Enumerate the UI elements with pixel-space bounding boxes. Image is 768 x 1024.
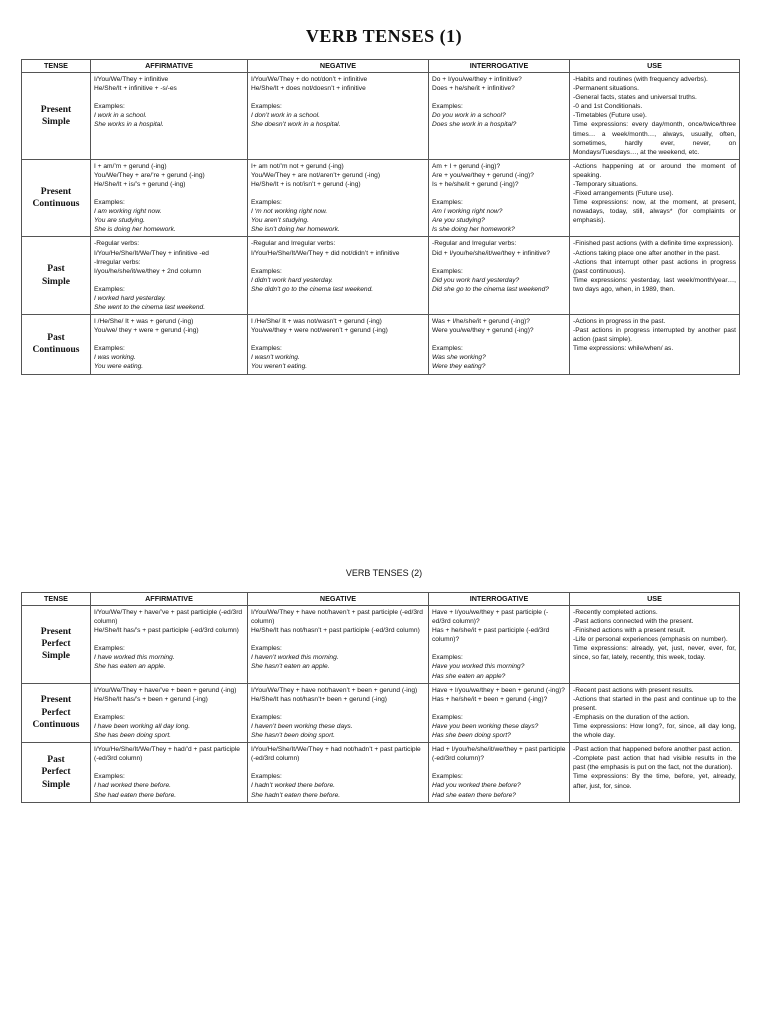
form-line: I haven’t been working these days. <box>251 722 353 730</box>
form-line: Does she work in a hospital? <box>432 121 517 129</box>
form-line: Has she been doing sport? <box>432 731 511 739</box>
line-gap <box>94 763 244 772</box>
tense-name-word: Perfect <box>41 767 71 778</box>
interrogative-cell <box>429 743 570 802</box>
verb-tenses-table-1 <box>21 59 740 375</box>
line-gap <box>94 276 244 285</box>
table-row <box>22 315 740 374</box>
tense-name-cell <box>22 683 91 743</box>
tense-name-cell <box>22 315 91 374</box>
tense-name-word: Past <box>47 332 65 343</box>
form-line: Examples: <box>94 285 125 293</box>
form-line: I /He/She/ It + was not/wasn’t + gerund (-ing) <box>251 318 382 326</box>
form-line: I/You/We/They + infinitive <box>94 75 169 83</box>
form-line: I wasn’t working. <box>251 354 300 362</box>
tense-name-word: Simple <box>42 779 70 790</box>
form-line: Examples: <box>432 345 463 353</box>
form-line: Examples: <box>94 345 125 353</box>
form-line: Examples: <box>432 267 463 275</box>
form-line: Had she eaten there before? <box>432 791 516 799</box>
form-line: Was she working? <box>432 354 486 362</box>
form-line: She hadn’t eaten there before. <box>251 791 341 799</box>
form-line: Were they eating? <box>432 363 486 371</box>
affirmative-cell <box>91 72 248 159</box>
form-line: You/We/They + are not/aren’t+ gerund (-ing) <box>251 171 381 179</box>
form-line: I/You/We/They + have not/haven’t + been + gerund (-ing) <box>251 686 418 694</box>
line-gap <box>94 93 244 102</box>
line-gap <box>432 189 566 198</box>
form-line: Has + he/she/it + past participle (-ed/3rd column)? <box>432 627 550 644</box>
line-gap <box>251 763 425 772</box>
form-line: Examples: <box>432 773 463 781</box>
interrogative-cell <box>429 72 570 159</box>
form-line: He/She/It has not/hasn’t+ been + gerund (-ing) <box>251 695 387 703</box>
table-row <box>22 237 740 315</box>
usage-line: -Habits and routines (with frequency adverbs). <box>573 75 708 83</box>
table-row <box>22 159 740 237</box>
form-line: You were eating. <box>94 363 144 371</box>
form-line: He/She/It has/’s + past participle (-ed/3rd column) <box>94 627 239 635</box>
tense-name-word: Past <box>47 264 65 275</box>
usage-line: -Actions that interrupt other past actions in progress (past continuous). <box>573 258 736 275</box>
form-line: Were you/we/they + gerund (-ing)? <box>432 327 534 335</box>
affirmative-cell <box>91 683 248 743</box>
form-line: -Regular and Irregular verbs: <box>251 240 336 248</box>
form-line: You weren’t eating. <box>251 363 308 371</box>
usage-line: Time expressions: already, yet, just, never, ever, for, since, so far, lately, recently, this week, today. <box>573 645 736 662</box>
header-interrogative: INTERROGATIVE <box>429 60 570 73</box>
form-line: I/You/We/They + do not/don’t + infinitive <box>251 75 368 83</box>
tense-name-cell <box>22 743 91 802</box>
form-line: -Regular verbs: <box>94 240 140 248</box>
form-line: Have you been working these days? <box>432 722 539 730</box>
affirmative-cell <box>91 237 248 315</box>
form-line: Is + he/she/it + gerund (-ing)? <box>432 180 519 188</box>
usage-line: -Past actions in progress interrupted by another past action (past simple). <box>573 327 736 344</box>
form-line: Examples: <box>251 645 282 653</box>
tense-name-word: Past <box>47 754 65 765</box>
usage-line: -Past action that happened before another past action. <box>573 746 733 754</box>
form-line: Was + I/he/she/it + gerund (-ing)? <box>432 318 530 326</box>
form-line: I/You/We/They + have/’ve + been + gerund (-ing) <box>94 686 237 694</box>
tense-name-word: Continuous <box>32 345 80 356</box>
use-cell <box>570 743 740 802</box>
form-line: I /He/She/ It + was + gerund (-ing) <box>94 318 194 326</box>
line-gap <box>251 704 425 713</box>
form-line: She has eaten an apple. <box>94 663 166 671</box>
form-line: I/You/We/They + have/’ve + past participle (-ed/3rd column) <box>94 608 243 626</box>
header-use: USE <box>570 60 740 73</box>
form-line: I/You/He/She/It/We/They + had/’d + past participle (-ed/3rd column) <box>94 746 240 763</box>
form-line: I work in a school. <box>94 112 147 120</box>
tense-name-cell <box>22 159 91 237</box>
form-line: Have + I/you/we/they + past participle (-ed/3rd column)? <box>432 608 549 626</box>
usage-line: -Emphasis on the duration of the action. <box>573 713 690 721</box>
form-line: She hasn’t eaten an apple. <box>251 663 330 671</box>
form-line: Examples: <box>94 199 125 207</box>
form-line: Examples: <box>251 199 282 207</box>
tense-name-word: Perfect <box>41 639 71 650</box>
interrogative-cell <box>429 237 570 315</box>
form-line: Has she eaten an apple? <box>432 672 506 680</box>
form-line: He/She/It + is/’s + gerund (-ing) <box>94 180 186 188</box>
verb-tenses-table-2 <box>21 592 740 803</box>
form-line: You aren’t studying. <box>251 217 309 225</box>
table-row <box>22 72 740 159</box>
form-line: Had you worked there before? <box>432 782 521 790</box>
affirmative-cell <box>91 159 248 237</box>
line-gap <box>251 258 425 267</box>
form-line: I was working. <box>94 354 136 362</box>
line-gap <box>432 704 566 713</box>
usage-line: -Life or personal experiences (emphasis on number). <box>573 636 728 644</box>
form-line: He/She/It + is not/isn’t + gerund (-ing) <box>251 180 361 188</box>
form-line: I/You/He/She/It/We/They + infinitive -ed <box>94 249 209 257</box>
form-line: You/we/ they + were + gerund (-ing) <box>94 327 199 335</box>
tense-name-word: Present <box>40 626 72 637</box>
line-gap <box>94 189 244 198</box>
form-line: He/She/It has not/hasn’t + past participle (-ed/3rd column) <box>251 627 420 635</box>
form-line: He/She/It + does not/doesn’t + infinitive <box>251 85 366 93</box>
form-line: Examples: <box>94 103 125 111</box>
negative-cell <box>248 72 429 159</box>
usage-line: Time expressions: How long?, for, since, all day long, the whole day. <box>573 722 736 740</box>
usage-line: -Actions that started in the past and continue up to the present. <box>573 695 736 712</box>
form-line: I worked hard yesterday. <box>94 294 166 302</box>
form-line: I have worked this morning. <box>94 654 175 662</box>
form-line: I have been working all day long. <box>94 722 191 730</box>
line-gap <box>94 635 244 644</box>
form-line: Examples: <box>251 773 282 781</box>
tense-name-word: Present <box>40 695 72 706</box>
form-line: He/She/It + infinitive + -s/-es <box>94 85 177 93</box>
use-cell <box>570 237 740 315</box>
negative-cell <box>248 605 429 683</box>
form-line: Examples: <box>94 773 125 781</box>
form-line: Examples: <box>432 654 463 662</box>
form-line: Am + I + gerund (-ing)? <box>432 162 501 170</box>
usage-line: -General facts, states and universal truths. <box>573 94 697 102</box>
form-line: I hadn’t worked there before. <box>251 782 335 790</box>
form-line: I don’t work in a school. <box>251 112 320 120</box>
header-tense: TENSE <box>22 593 91 606</box>
header-tense: TENSE <box>22 60 91 73</box>
form-line: She has been doing sport. <box>94 731 171 739</box>
usage-line: -Temporary situations. <box>573 180 638 188</box>
table-header-row <box>22 60 740 73</box>
table-row <box>22 743 740 802</box>
usage-line: Time expressions: yesterday, last week/month/year…, two days ago, when, in 1989, then. <box>573 276 736 293</box>
usage-line: -Actions happening at or around the moment of speaking. <box>573 162 736 179</box>
form-line: Did + I/you/he/she/it/we/they + infinitive? <box>432 249 551 257</box>
form-line: Do + I/you/we/they + infinitive? <box>432 75 522 83</box>
tense-name-word: Continuous <box>32 199 80 210</box>
form-line: Have + I/you/we/they + been + gerund (-ing)? <box>432 686 565 694</box>
usage-line: -Permanent situations. <box>573 85 639 93</box>
header-affirmative: AFFIRMATIVE <box>91 593 248 606</box>
form-line: Had + I/you/he/she/it/we/they + past participle (-ed/3rd column)? <box>432 746 566 763</box>
tense-name-word: Simple <box>42 276 70 287</box>
form-line: Are you studying? <box>432 217 485 225</box>
usage-line: -Finished actions with a present result. <box>573 627 686 635</box>
header-negative: NEGATIVE <box>248 593 429 606</box>
form-line: I+ am not/’m not + gerund (-ing) <box>251 162 344 170</box>
usage-line: -Actions taking place one after another in the past. <box>573 249 720 257</box>
form-line: Examples: <box>432 103 463 111</box>
line-gap <box>432 93 566 102</box>
form-line: He/She/It has/’s + been + gerund (-ing) <box>94 695 208 703</box>
form-line: She works in a hospital. <box>94 121 164 129</box>
table-row <box>22 683 740 743</box>
tense-name-word: Simple <box>42 116 70 127</box>
interrogative-cell <box>429 315 570 374</box>
form-line: I/You/We/They + have not/haven’t + past participle (-ed/3rd column) <box>251 608 423 626</box>
line-gap <box>432 335 566 344</box>
negative-cell <box>248 315 429 374</box>
tense-name-word: Present <box>40 104 72 115</box>
form-line: Have you worked this morning? <box>432 663 525 671</box>
form-line: -Irregular verbs: <box>94 258 141 266</box>
form-line: She doesn’t work in a hospital. <box>251 121 341 129</box>
usage-line: -Past actions connected with the present. <box>573 618 694 626</box>
usage-line: -Finished past actions (with a definite time expression). <box>573 240 734 248</box>
use-cell <box>570 159 740 237</box>
form-line: You/We/They + are/’re + gerund (-ing) <box>94 171 205 179</box>
line-gap <box>432 258 566 267</box>
usage-line: -Fixed arrangements (Future use). <box>573 190 674 198</box>
header-interrogative: INTERROGATIVE <box>429 593 570 606</box>
form-line: Is she doing her homework? <box>432 226 515 234</box>
form-line: I/You/He/She/It/We/They + did not/didn’t + infinitive <box>251 249 400 257</box>
interrogative-cell <box>429 159 570 237</box>
form-line: Examples: <box>432 199 463 207</box>
use-cell <box>570 605 740 683</box>
table-row <box>22 605 740 683</box>
usage-line: Time expressions: every day/month, once/twice/three times… a week/month…, always, usually, often, sometimes, hardly ever, never, on Mondays/Tuesdays…, at the weekend, etc. <box>573 121 736 156</box>
form-line: I didn’t work hard yesterday. <box>251 276 333 284</box>
form-line: You are studying. <box>94 217 145 225</box>
form-line: Examples: <box>251 267 282 275</box>
header-affirmative: AFFIRMATIVE <box>91 60 248 73</box>
form-line: Examples: <box>251 345 282 353</box>
form-line: Does + he/she/it + infinitive? <box>432 85 515 93</box>
tense-name-word: Continuous <box>32 720 80 731</box>
negative-cell <box>248 237 429 315</box>
usage-line: Time expressions: while/when/ as. <box>573 345 674 353</box>
form-line: Examples: <box>251 713 282 721</box>
form-line: She is doing her homework. <box>94 226 176 234</box>
tense-name-cell <box>22 605 91 683</box>
interrogative-cell <box>429 683 570 743</box>
usage-line: -Complete past action that had visible results in the past (the emphasis is put on the fact, not the duration). <box>573 755 736 772</box>
line-gap <box>251 93 425 102</box>
header-use: USE <box>570 593 740 606</box>
tense-name-cell <box>22 72 91 159</box>
form-line: Examples: <box>94 713 125 721</box>
negative-cell <box>248 683 429 743</box>
line-gap <box>251 335 425 344</box>
form-line: She went to the cinema last weekend. <box>94 304 206 311</box>
form-line: Did she go to the cinema last weekend? <box>432 285 549 293</box>
page-title: VERB TENSES (1) <box>305 26 463 46</box>
usage-line: -Recent past actions with present results. <box>573 686 694 694</box>
usage-line: -Recently completed actions. <box>573 608 658 616</box>
line-gap <box>94 335 244 344</box>
form-line: Did you work hard yesterday? <box>432 276 520 284</box>
form-line: She isn’t doing her homework. <box>251 226 340 234</box>
interrogative-cell <box>429 605 570 683</box>
affirmative-cell <box>91 743 248 802</box>
form-line: Examples: <box>432 713 463 721</box>
form-line: I + am/’m + gerund (-ing) <box>94 162 167 170</box>
form-line: I am working right now. <box>94 208 162 216</box>
line-gap <box>94 704 244 713</box>
tense-name-word: Perfect <box>41 707 71 718</box>
usage-line: -0 and 1st Conditionals. <box>573 103 643 111</box>
form-line: She hasn’t been doing sport. <box>251 731 335 739</box>
form-line: Has + he/she/it + been + gerund (-ing)? <box>432 695 548 703</box>
usage-line: -Actions in progress in the past. <box>573 318 666 326</box>
negative-cell <box>248 159 429 237</box>
form-line: I haven’t worked this morning. <box>251 654 339 662</box>
use-cell <box>570 72 740 159</box>
form-line: Examples: <box>94 645 125 653</box>
line-gap <box>251 189 425 198</box>
form-line: You/we/they + were not/weren’t + gerund (-ing) <box>251 327 388 335</box>
form-line: She didn’t go to the cinema last weekend. <box>251 285 374 293</box>
line-gap <box>432 763 566 772</box>
form-line: I/you/he/she/it/we/they + 2nd column <box>94 267 202 275</box>
form-line: I/You/He/She/It/We/They + had not/hadn’t + past participle (-ed/3rd column) <box>251 746 421 763</box>
usage-line: Time expressions: By the time, before, yet, already, after, just, for, since. <box>573 773 736 790</box>
tense-name-word: Present <box>40 186 72 197</box>
line-gap <box>251 635 425 644</box>
affirmative-cell <box>91 315 248 374</box>
form-line: Are + you/we/they + gerund (-ing)? <box>432 171 534 179</box>
form-line: I ‘m not working right now. <box>251 208 328 216</box>
form-line: Do you work in a school? <box>432 112 506 120</box>
usage-line: -Timetables (Future use). <box>573 112 647 120</box>
header-negative: NEGATIVE <box>248 60 429 73</box>
form-line: I had worked there before. <box>94 782 171 790</box>
form-line: -Regular and Irregular verbs: <box>432 240 517 248</box>
negative-cell <box>248 743 429 802</box>
tense-name-word: Simple <box>42 651 70 662</box>
tense-name-cell <box>22 237 91 315</box>
use-cell <box>570 683 740 743</box>
form-line: Examples: <box>251 103 282 111</box>
section-title: VERB TENSES (2) <box>345 568 423 578</box>
line-gap <box>432 644 566 653</box>
table-header-row <box>22 593 740 606</box>
usage-line: Time expressions: now, at the moment, at present, nowadays, today, still, always* (for complaints or emphasis). <box>573 199 736 225</box>
form-line: Am I working right now? <box>432 208 503 216</box>
affirmative-cell <box>91 605 248 683</box>
form-line: She had eaten there before. <box>94 791 177 799</box>
use-cell <box>570 315 740 374</box>
